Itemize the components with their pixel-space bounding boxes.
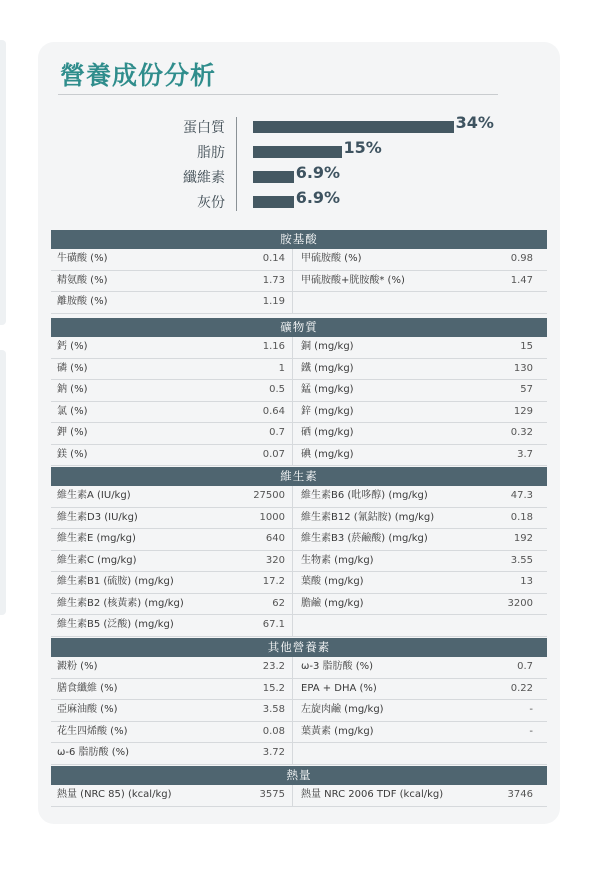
nutrient-value: 47.3 — [510, 490, 533, 501]
nutrient-value: 0.14 — [262, 253, 285, 264]
bar — [253, 171, 294, 183]
nutrient-value: 129 — [513, 405, 533, 417]
nutrient-name: 維生素B5 (泛酸) (mg/kg) — [57, 619, 174, 630]
nutrient-name: 鎂 (%) — [57, 448, 88, 460]
table-row — [51, 508, 547, 530]
nutrient-name: 膳食纖維 (%) — [57, 682, 118, 694]
nutrient-name: 生物素 (mg/kg) — [301, 554, 374, 566]
table-row — [51, 380, 547, 402]
section-vitamins — [51, 467, 547, 637]
nutrient-name: 維生素D3 (IU/kg) — [57, 511, 138, 523]
table-row — [51, 292, 547, 314]
bar — [253, 196, 294, 208]
nutrient-value: 130 — [513, 362, 533, 374]
bar-value: 15% — [343, 138, 382, 157]
section-amino-acids — [51, 230, 547, 314]
nutrient-name: 維生素C (mg/kg) — [57, 554, 137, 566]
nutrient-value: 1000 — [259, 511, 285, 523]
table-row — [51, 529, 547, 551]
nutrient-name: 維生素E (mg/kg) — [57, 533, 136, 544]
nutrient-name: 銅 (mg/kg) — [301, 341, 354, 352]
table-row — [51, 743, 547, 765]
nutrient-value: 13 — [520, 576, 533, 587]
bar-label: 灰份 — [197, 195, 225, 211]
nutrient-value: 67.1 — [262, 619, 285, 630]
section-heading: 胺基酸 — [51, 230, 547, 249]
nutrient-name: ω-3 脂肪酸 (%) — [301, 661, 374, 672]
nutrient-name: 維生素A (IU/kg) — [57, 490, 131, 501]
nutrient-value: 15 — [520, 341, 533, 352]
table-row — [51, 679, 547, 701]
nutrient-name: 氯 (%) — [57, 405, 88, 417]
nutrient-value: 15.2 — [262, 682, 285, 694]
table-row — [51, 700, 547, 722]
bar — [253, 146, 342, 158]
nutrient-name: 膽鹼 (mg/kg) — [301, 597, 364, 609]
section-minerals — [51, 318, 547, 466]
table-row — [51, 445, 547, 467]
nutrient-value: 0.5 — [269, 384, 285, 395]
nutrient-value: 640 — [265, 533, 285, 544]
nutrient-value: - — [529, 725, 533, 737]
bar-value: 34% — [455, 113, 494, 132]
section-heading: 維生素 — [51, 467, 547, 486]
nutrient-name: 磷 (%) — [57, 362, 88, 374]
nutrient-value: 3.58 — [262, 704, 285, 715]
table-row — [51, 249, 547, 271]
nutrient-name: 硒 (mg/kg) — [301, 427, 354, 438]
nutrient-value: 3.72 — [262, 747, 285, 758]
left-edge-strip — [0, 40, 6, 325]
table-row — [51, 271, 547, 293]
nutrient-name: 鈉 (%) — [57, 384, 88, 395]
nutrient-value: 1.19 — [262, 296, 285, 307]
nutrient-value: 0.32 — [510, 427, 533, 438]
table-row — [51, 785, 547, 807]
nutrient-value: 0.7 — [269, 427, 285, 438]
nutrient-value: 3200 — [507, 597, 533, 609]
nutrient-value: 0.07 — [262, 448, 285, 460]
nutrient-name: 鈣 (%) — [57, 341, 88, 352]
table-row — [51, 657, 547, 679]
nutrient-name: 維生素B12 (氰鈷胺) (mg/kg) — [301, 511, 435, 523]
nutrient-value: 3746 — [507, 789, 533, 800]
table-row — [51, 359, 547, 381]
nutrient-name: ω-6 脂肪酸 (%) — [57, 747, 130, 758]
table-row — [51, 337, 547, 359]
nutrient-value: 320 — [265, 554, 285, 566]
nutrient-name: 牛磺酸 (%) — [57, 253, 108, 264]
nutrient-value: 1 — [278, 362, 285, 374]
nutrient-value: 57 — [520, 384, 533, 395]
bar-row-ash — [38, 190, 560, 214]
left-edge-strip — [0, 350, 6, 615]
nutrient-name: EPA + DHA (%) — [301, 682, 377, 694]
nutrient-value: 23.2 — [262, 661, 285, 672]
section-heading: 熱量 — [51, 766, 547, 785]
nutrient-name: 葉黃素 (mg/kg) — [301, 725, 374, 737]
bar-row-fat — [38, 140, 560, 164]
nutrient-name: 熱量 NRC 2006 TDF (kcal/kg) — [301, 789, 444, 800]
nutrient-name: 花生四烯酸 (%) — [57, 725, 128, 737]
nutrient-name: 左旋肉鹼 (mg/kg) — [301, 704, 384, 715]
table-row — [51, 572, 547, 594]
bar — [253, 121, 454, 133]
bar-value: 6.9% — [295, 188, 341, 207]
nutrient-value: 1.73 — [262, 274, 285, 286]
nutrient-value: 3575 — [259, 789, 285, 800]
bar-value: 6.9% — [295, 163, 341, 182]
section-heading: 礦物質 — [51, 318, 547, 337]
table-row — [51, 402, 547, 424]
title-divider — [58, 94, 498, 95]
table-row — [51, 594, 547, 616]
bar-row-fiber — [38, 165, 560, 189]
macro-bar-chart — [38, 115, 560, 215]
nutrient-value: 0.22 — [510, 682, 533, 694]
nutrient-value: 0.64 — [262, 405, 285, 417]
bar-label: 蛋白質 — [183, 120, 225, 136]
nutrient-name: 鉀 (%) — [57, 427, 88, 438]
nutrition-card — [38, 42, 560, 824]
nutrient-value: 192 — [513, 533, 533, 544]
nutrient-value: 17.2 — [262, 576, 285, 587]
nutrient-value: 1.16 — [262, 341, 285, 352]
nutrient-name: 維生素B1 (硫胺) (mg/kg) — [57, 576, 174, 587]
nutrient-name: 鋅 (mg/kg) — [301, 405, 354, 417]
nutrient-name: 熱量 (NRC 85) (kcal/kg) — [57, 789, 172, 800]
nutrient-name: 維生素B2 (核黃素) (mg/kg) — [57, 597, 184, 609]
table-row — [51, 615, 547, 637]
section-other-nutrients — [51, 638, 547, 765]
table-row — [51, 722, 547, 744]
table-row — [51, 551, 547, 573]
nutrient-value: 62 — [272, 597, 285, 609]
bar-label: 纖維素 — [183, 170, 225, 186]
bar-row-protein — [38, 115, 560, 139]
nutrient-value: 0.08 — [262, 725, 285, 737]
nutrient-name: 維生素B6 (吡哆醇) (mg/kg) — [301, 490, 428, 501]
nutrient-value: 3.7 — [517, 448, 533, 460]
page-title: 營養成份分析 — [60, 61, 217, 90]
nutrient-value: - — [529, 704, 533, 715]
bar-label: 脂肪 — [197, 145, 225, 161]
nutrient-value: 27500 — [253, 490, 285, 501]
nutrient-value: 1.47 — [510, 274, 533, 286]
table-row — [51, 486, 547, 508]
nutrient-name: 葉酸 (mg/kg) — [301, 576, 364, 587]
nutrient-name: 離胺酸 (%) — [57, 296, 108, 307]
nutrient-name: 鐵 (mg/kg) — [301, 362, 354, 374]
section-energy — [51, 766, 547, 807]
nutrient-name: 澱粉 (%) — [57, 661, 98, 672]
nutrient-name: 精氨酸 (%) — [57, 274, 108, 286]
section-heading: 其他營養素 — [51, 638, 547, 657]
nutrient-name: 維生素B3 (菸鹼酸) (mg/kg) — [301, 533, 428, 544]
nutrient-name: 亞麻油酸 (%) — [57, 704, 118, 715]
nutrient-value: 0.98 — [510, 253, 533, 264]
nutrient-value: 3.55 — [510, 554, 533, 566]
table-row — [51, 423, 547, 445]
nutrient-name: 甲硫胺酸 (%) — [301, 253, 362, 264]
nutrient-name: 錳 (mg/kg) — [301, 384, 354, 395]
nutrient-name: 甲硫胺酸+胱胺酸* (%) — [301, 274, 405, 286]
nutrient-value: 0.7 — [517, 661, 533, 672]
nutrient-value: 0.18 — [510, 511, 533, 523]
nutrient-name: 碘 (mg/kg) — [301, 448, 354, 460]
